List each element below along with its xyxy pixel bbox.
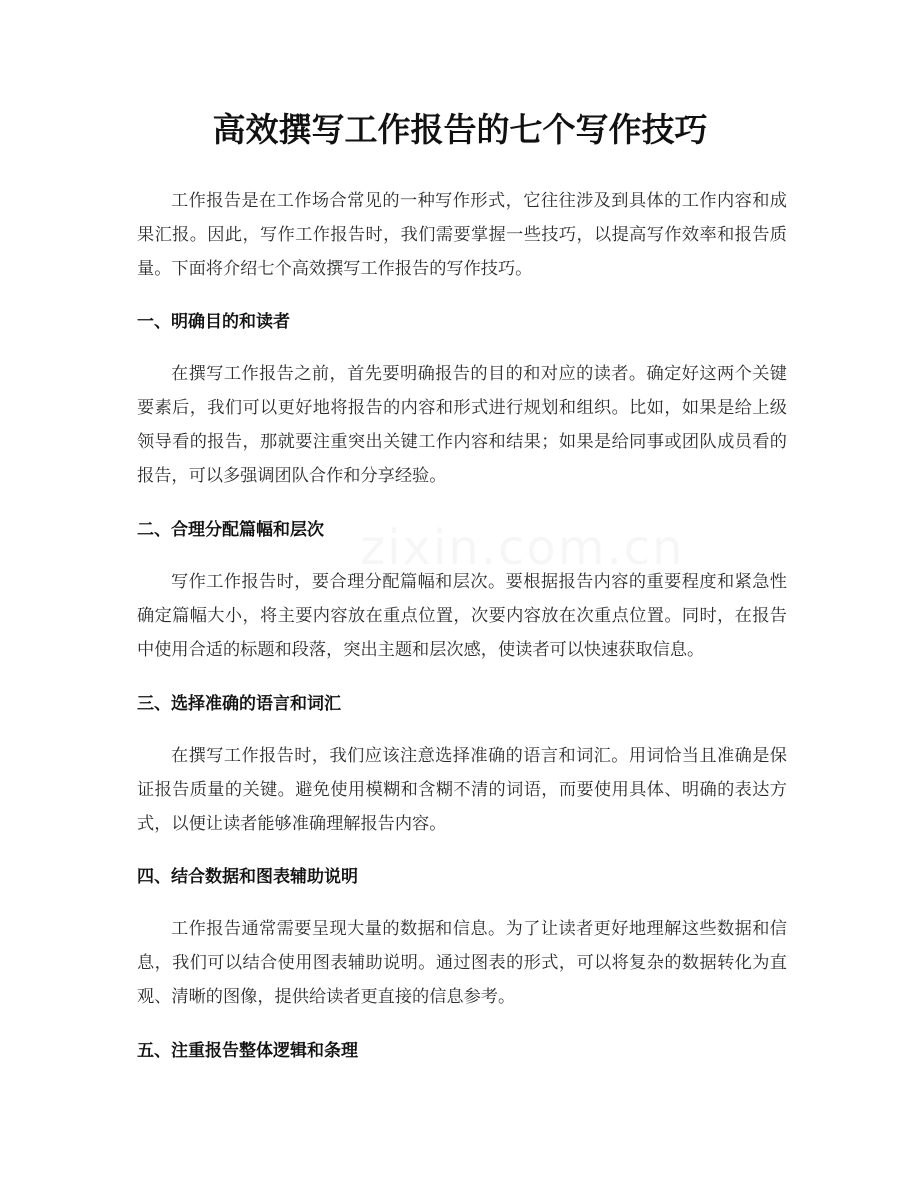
section-heading-5: 五、注重报告整体逻辑和条理 [137, 1041, 358, 1061]
section-body-2: 写作工作报告时，要合理分配篇幅和层次。要根据报告内容的重要程度和紧急性确定篇幅大小，将主要内容放在重点位置，次要内容放在次重点位置。同时，在报告中使用合适的标题和段落，突出主题和层次感，使读者可以快速获取信息。 [137, 572, 787, 660]
intro-paragraph: 工作报告是在工作场合常见的一种写作形式，它往往涉及到具体的工作内容和成果汇报。因此，写作工作报告时，我们需要掌握一些技巧，以提高写作效率和报告质量。下面将介绍七个高效撰写工作报告的写作技巧。 [137, 191, 787, 279]
section-heading-4: 四、结合数据和图表辅助说明 [137, 867, 358, 887]
section-heading-2: 二、合理分配篇幅和层次 [137, 520, 324, 540]
section-body-1: 在撰写工作报告之前，首先要明确报告的目的和对应的读者。确定好这两个关键要素后，我们可以更好地将报告的内容和形式进行规划和组织。比如，如果是给上级领导看的报告，那就要注重突出关键工作内容和结果；如果是给同事或团队成员看的报告，可以多强调团队合作和分享经验。 [137, 364, 787, 486]
section-body-3: 在撰写工作报告时，我们应该注意选择准确的语言和词汇。用词恰当且准确是保证报告质量的关键。避免使用模糊和含糊不清的词语，而要使用具体、明确的表达方式，以便让读者能够准确理解报告内容。 [137, 746, 787, 834]
section-body-4: 工作报告通常需要呈现大量的数据和信息。为了让读者更好地理解这些数据和信息，我们可以结合使用图表辅助说明。通过图表的形式，可以将复杂的数据转化为直观、清晰的图像，提供给读者更直接的信息参考。 [137, 919, 787, 1007]
document-title: 高效撰写工作报告的七个写作技巧 [212, 110, 708, 149]
section-heading-1: 一、明确目的和读者 [137, 312, 290, 332]
section-heading-3: 三、选择准确的语言和词汇 [137, 694, 341, 714]
